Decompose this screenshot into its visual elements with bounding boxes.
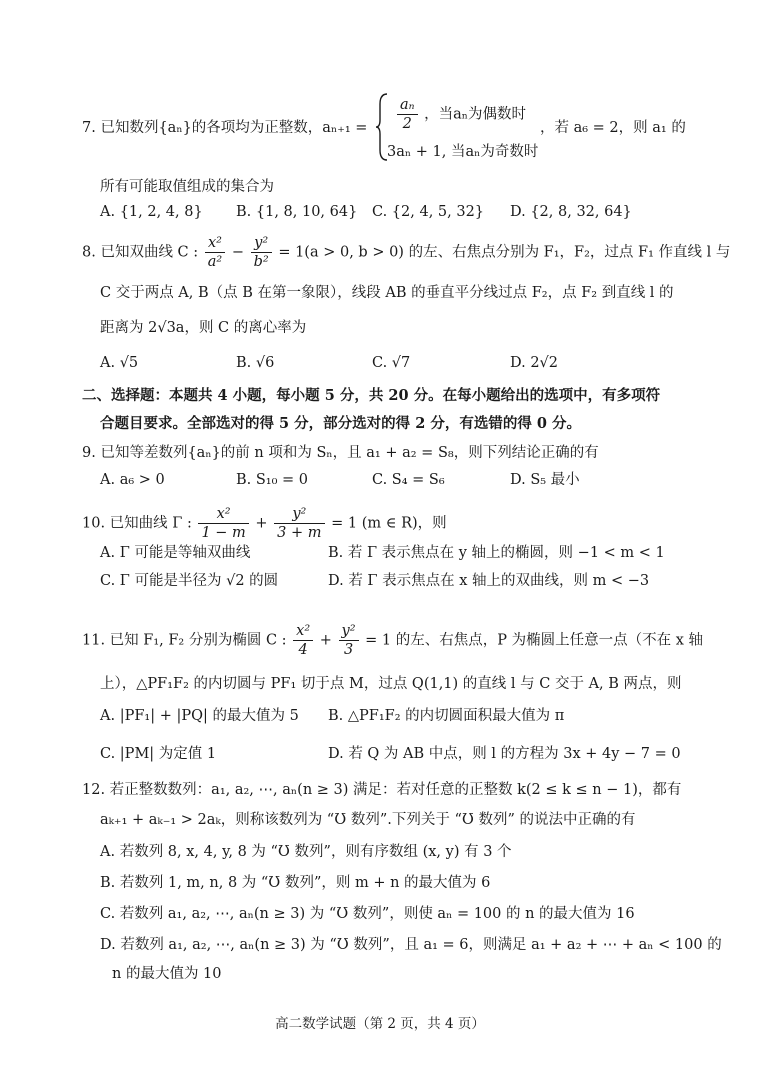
q7-option-d: D. {2, 8, 32, 64} <box>510 204 632 220</box>
section2-heading-line1: 二、选择题：本题共 4 小题，每小题 5 分，共 20 分。在每小题给出的选项中，有多项符 <box>82 387 661 404</box>
q12-line2: aₖ₊₁ + aₖ₋₁ > 2aₖ，则称该数列为 “Ʊ 数列”.下列关于 “Ʊ 数列” 的说法中正确的有 <box>100 812 636 828</box>
q11-line2: 上），△PF₁F₂ 的内切圆与 PF₁ 切于点 M，过点 Q(1,1) 的直线 l 与 C 交于 A, B 两点，则 <box>100 676 682 692</box>
q10-line1: 10. 已知曲线 Γ : $\frac{\text{x²}}{1 - m}$ + $\frac{\text{y²}}{3 + m}$ = 1 (m ∈ R)，则 <box>82 506 447 541</box>
q8-option-c: C. √7 <box>372 355 411 371</box>
q10-option-a: A. Γ 可能是等轴双曲线 <box>100 545 251 561</box>
q7-line1: 7. 已知数列{aₙ}的各项均为正整数，aₙ₊₁ = <box>82 120 368 136</box>
q10-option-d: D. 若 Γ 表示焦点在 x 轴上的双曲线，则 m < −3 <box>328 573 650 589</box>
q12-option-b: B. 若数列 1, m, n, 8 为 “Ʊ 数列”，则 m + n 的最大值为 6 <box>100 875 491 891</box>
q12-option-d-line1: D. 若数列 a₁, a₂, ⋯, aₙ(n ≥ 3) 为 “Ʊ 数列”，且 a₁ = 6，则满足 a₁ + a₂ + ⋯ + aₙ < 100 的 <box>100 937 722 953</box>
q9-option-b: B. S₁₀ = 0 <box>236 472 309 488</box>
q11-line1: 11. 已知 F₁, F₂ 分别为椭圆 C : $\frac{\text{x²}}{4}$ + $\frac{\text{y²}}{3}$ = 1 的左、右焦点，P 为椭圆上任意一点（不在 x 轴 <box>82 623 704 658</box>
q11-option-d: D. 若 Q 为 AB 中点，则 l 的方程为 3x + 4y − 7 = 0 <box>328 746 681 762</box>
q8-option-a: A. √5 <box>100 355 139 371</box>
q11-option-c: C. |PM| 为定值 1 <box>100 746 217 762</box>
q9-option-d: D. S₅ 最小 <box>510 472 580 488</box>
section2-heading-line2: 合题目要求。全部选对的得 5 分，部分选对的得 2 分，有选错的得 0 分。 <box>100 415 582 432</box>
q12-option-a: A. 若数列 8, x, 4, y, 8 为 “Ʊ 数列”，则有序数组 (x, y) 有 3 个 <box>100 844 512 860</box>
q8-option-d: D. 2√2 <box>510 355 559 371</box>
q7-case1: $\frac{\text{aₙ}}{2}$ ，当aₙ为偶数时 <box>395 96 526 133</box>
q7-line1-tail: ，若 a₆ = 2，则 a₁ 的 <box>540 120 686 136</box>
q8-line2: C 交于两点 A, B（点 B 在第一象限），线段 AB 的垂直平分线过点 F₂，点 F₂ 到直线 l 的 <box>100 285 674 301</box>
q8-option-b: B. √6 <box>236 355 275 371</box>
q7-option-c: C. {2, 4, 5, 32} <box>372 204 485 220</box>
q9-option-c: C. S₄ = S₆ <box>372 472 445 488</box>
q7-frac: $\frac{\text{aₙ}}{2}$ <box>397 96 418 133</box>
q12-option-c: C. 若数列 a₁, a₂, ⋯, aₙ(n ≥ 3) 为 “Ʊ 数列”，则使 aₙ = 100 的 n 的最大值为 16 <box>100 906 635 922</box>
q7-case2: 3aₙ + 1, 当aₙ为奇数时 <box>387 144 539 160</box>
q12-option-d-line2: n 的最大值为 10 <box>112 966 222 982</box>
page-footer: 高二数学试题（第 2 页，共 4 页） <box>275 1016 485 1032</box>
q9-option-a: A. a₆ > 0 <box>100 472 165 488</box>
q8-line3: 距离为 2√3a，则 C 的离心率为 <box>100 320 307 336</box>
q7-option-a: A. {1, 2, 4, 8} <box>100 204 203 220</box>
q11-option-b: B. △PF₁F₂ 的内切圆面积最大值为 π <box>328 708 565 724</box>
q10-option-b: B. 若 Γ 表示焦点在 y 轴上的椭圆，则 −1 < m < 1 <box>328 545 665 561</box>
q7-line2: 所有可能取值组成的集合为 <box>100 179 274 195</box>
q12-line1: 12. 若正整数数列：a₁, a₂, ⋯, aₙ(n ≥ 3) 满足：若对任意的正整数 k(2 ≤ k ≤ n − 1)，都有 <box>82 782 682 798</box>
q11-option-a: A. |PF₁| + |PQ| 的最大值为 5 <box>100 708 299 724</box>
q9-line1: 9. 已知等差数列{aₙ}的前 n 项和为 Sₙ，且 a₁ + a₂ = S₈，则下列结论正确的有 <box>82 445 599 461</box>
q7-option-b: B. {1, 8, 10, 64} <box>236 204 358 220</box>
q8-line1: 8. 已知双曲线 C : $\frac{\text{x²}}{\text{a²}}$ − $\frac{\text{y²}}{\text{b²}}$ = 1(a > 0, b > 0) 的左、右焦点分别为 F₁，F₂，过点 F₁ 作直线 l 与 <box>82 235 731 270</box>
q10-option-c: C. Γ 可能是半径为 √2 的圆 <box>100 573 279 589</box>
